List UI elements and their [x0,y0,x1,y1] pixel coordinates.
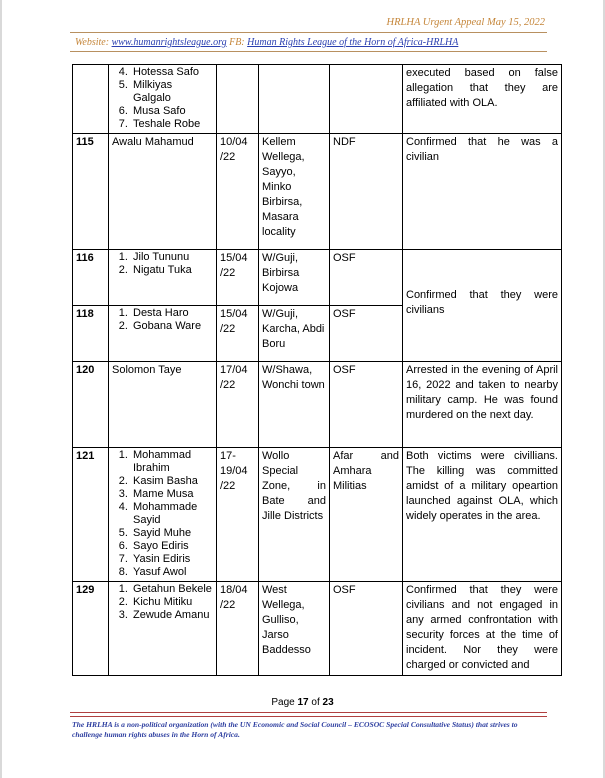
date-cell: 15/04 /22 [217,306,259,362]
victims-cell [109,65,217,134]
victim-name: 1. Jilo Tununu [131,251,213,264]
remarks-cell: Arrested in the evening of April 16, 2022 and taken to nearby military camp. He was found murdered on the next day. [403,362,562,448]
page-number [0,697,605,708]
location-cell: W/Guji, Birbirsa Kojowa [259,250,330,306]
victim-name: 2. Kasim Basha [131,475,213,488]
row-number [73,65,109,134]
page-prefix: Page [271,697,298,708]
table-row [73,582,562,676]
page-current: 17 [297,697,309,708]
victim-name: 1. Getahun Bekele [131,583,213,596]
location-cell: Kellem Wellega, Sayyo, Minko Birbirsa, Masara locality [259,134,330,250]
table-row [73,250,562,306]
victim-name: 4. Hotessa Safo [131,66,213,79]
victims-cell: Solomon Taye [109,362,217,448]
table-row [73,362,562,448]
table-row [73,65,562,134]
victim-name: 5. Sayid Muhe [131,527,213,540]
victims-list [112,66,213,131]
victims-cell [109,582,217,676]
header-contact-line [75,37,458,48]
date-cell: 17/04 /22 [217,362,259,448]
date-cell: 15/04 /22 [217,250,259,306]
header-rule-bottom [70,51,547,52]
remarks-cell: Confirmed that they were civilians [403,250,562,362]
row-number: 116 [73,250,109,306]
victim-name: 8. Yasuf Awol [131,566,213,579]
website-label: Website: [75,37,112,48]
row-number: 121 [73,448,109,582]
victims-list [112,307,213,333]
page-of: of [308,697,323,708]
remarks-cell: executed based on false allegation that they are affiliated with OLA. [403,65,562,134]
victim-name: 4. Mohammade Sayid [131,501,213,527]
victim-name: 2. Nigatu Tuka [131,264,213,277]
location-cell [259,65,330,134]
row-number: 129 [73,582,109,676]
page-total: 23 [322,697,334,708]
date-cell: 10/04 /22 [217,134,259,250]
victims-list [112,251,213,277]
footer-note: The HRLHA is a non-political organization (with the UN Economic and Social Council – ECOSOC Special Consultative Status) that strives to challenge human rights abuses in the Horn of Africa. [72,720,518,739]
victims-cell [109,306,217,362]
date-cell [217,65,259,134]
header-title: HRLHA Urgent Appeal May 15, 2022 [386,17,545,28]
remarks-cell: Confirmed that he was a civilian [403,134,562,250]
date-cell: 17-19/04 /22 [217,448,259,582]
victim-name: 6. Sayo Ediris [131,540,213,553]
footer-rule-top [70,712,547,713]
victims-list [112,583,213,622]
footer-rule-bottom [70,716,547,717]
victims-table [72,64,562,676]
location-cell: Wollo Special Zone, in Bate and Jille Districts [259,448,330,582]
perpetrator-cell: OSF [330,306,403,362]
victims-cell [109,448,217,582]
facebook-link[interactable]: Human Rights League of the Horn of Africa-HRLHA [247,37,459,48]
victim-name: 2. Gobana Ware [131,320,213,333]
table-row [73,134,562,250]
website-link[interactable]: www.humanrightsleague.org [111,37,227,48]
victim-name: 7. Teshale Robe [131,118,213,131]
fb-label: FB: [226,37,248,48]
victims-cell [109,250,217,306]
location-cell: W/Shawa, Wonchi town [259,362,330,448]
date-cell: 18/04 /22 [217,582,259,676]
victim-name: 3. Zewude Amanu [131,609,213,622]
victim-name: 3. Mame Musa [131,488,213,501]
perpetrator-cell: OSF [330,362,403,448]
remarks-cell: Confirmed that they were civilians and not engaged in any armed confrontation with security forces at the time of incident. Nor they were charged or convicted and [403,582,562,676]
page-edge-left [0,0,2,778]
location-cell: W/Guji, Karcha, Abdi Boru [259,306,330,362]
row-number: 115 [73,134,109,250]
perpetrator-cell: OSF [330,582,403,676]
victim-name: 5. Milkiyas Galgalo [131,79,213,105]
perpetrator-cell [330,65,403,134]
perpetrator-cell: Afar and Amhara Militias [330,448,403,582]
victim-name: 2. Kichu Mitiku [131,596,213,609]
victim-name: 6. Musa Safo [131,105,213,118]
row-number: 120 [73,362,109,448]
row-number: 118 [73,306,109,362]
remarks-cell: Both victims were civillians. The killing was committed amidst of a military opeartion launched against OLA, which widely operates in the area. [403,448,562,582]
victim-name: 1. Desta Haro [131,307,213,320]
perpetrator-cell: OSF [330,250,403,306]
victim-name: 7. Yasin Ediris [131,553,213,566]
header-rule-top [70,32,547,33]
victim-name: 1. Mohammad Ibrahim [131,449,213,475]
victims-list [112,449,213,579]
victims-cell: Awalu Mahamud [109,134,217,250]
table-row [73,448,562,582]
perpetrator-cell: NDF [330,134,403,250]
location-cell: West Wellega, Gulliso, Jarso Baddesso [259,582,330,676]
